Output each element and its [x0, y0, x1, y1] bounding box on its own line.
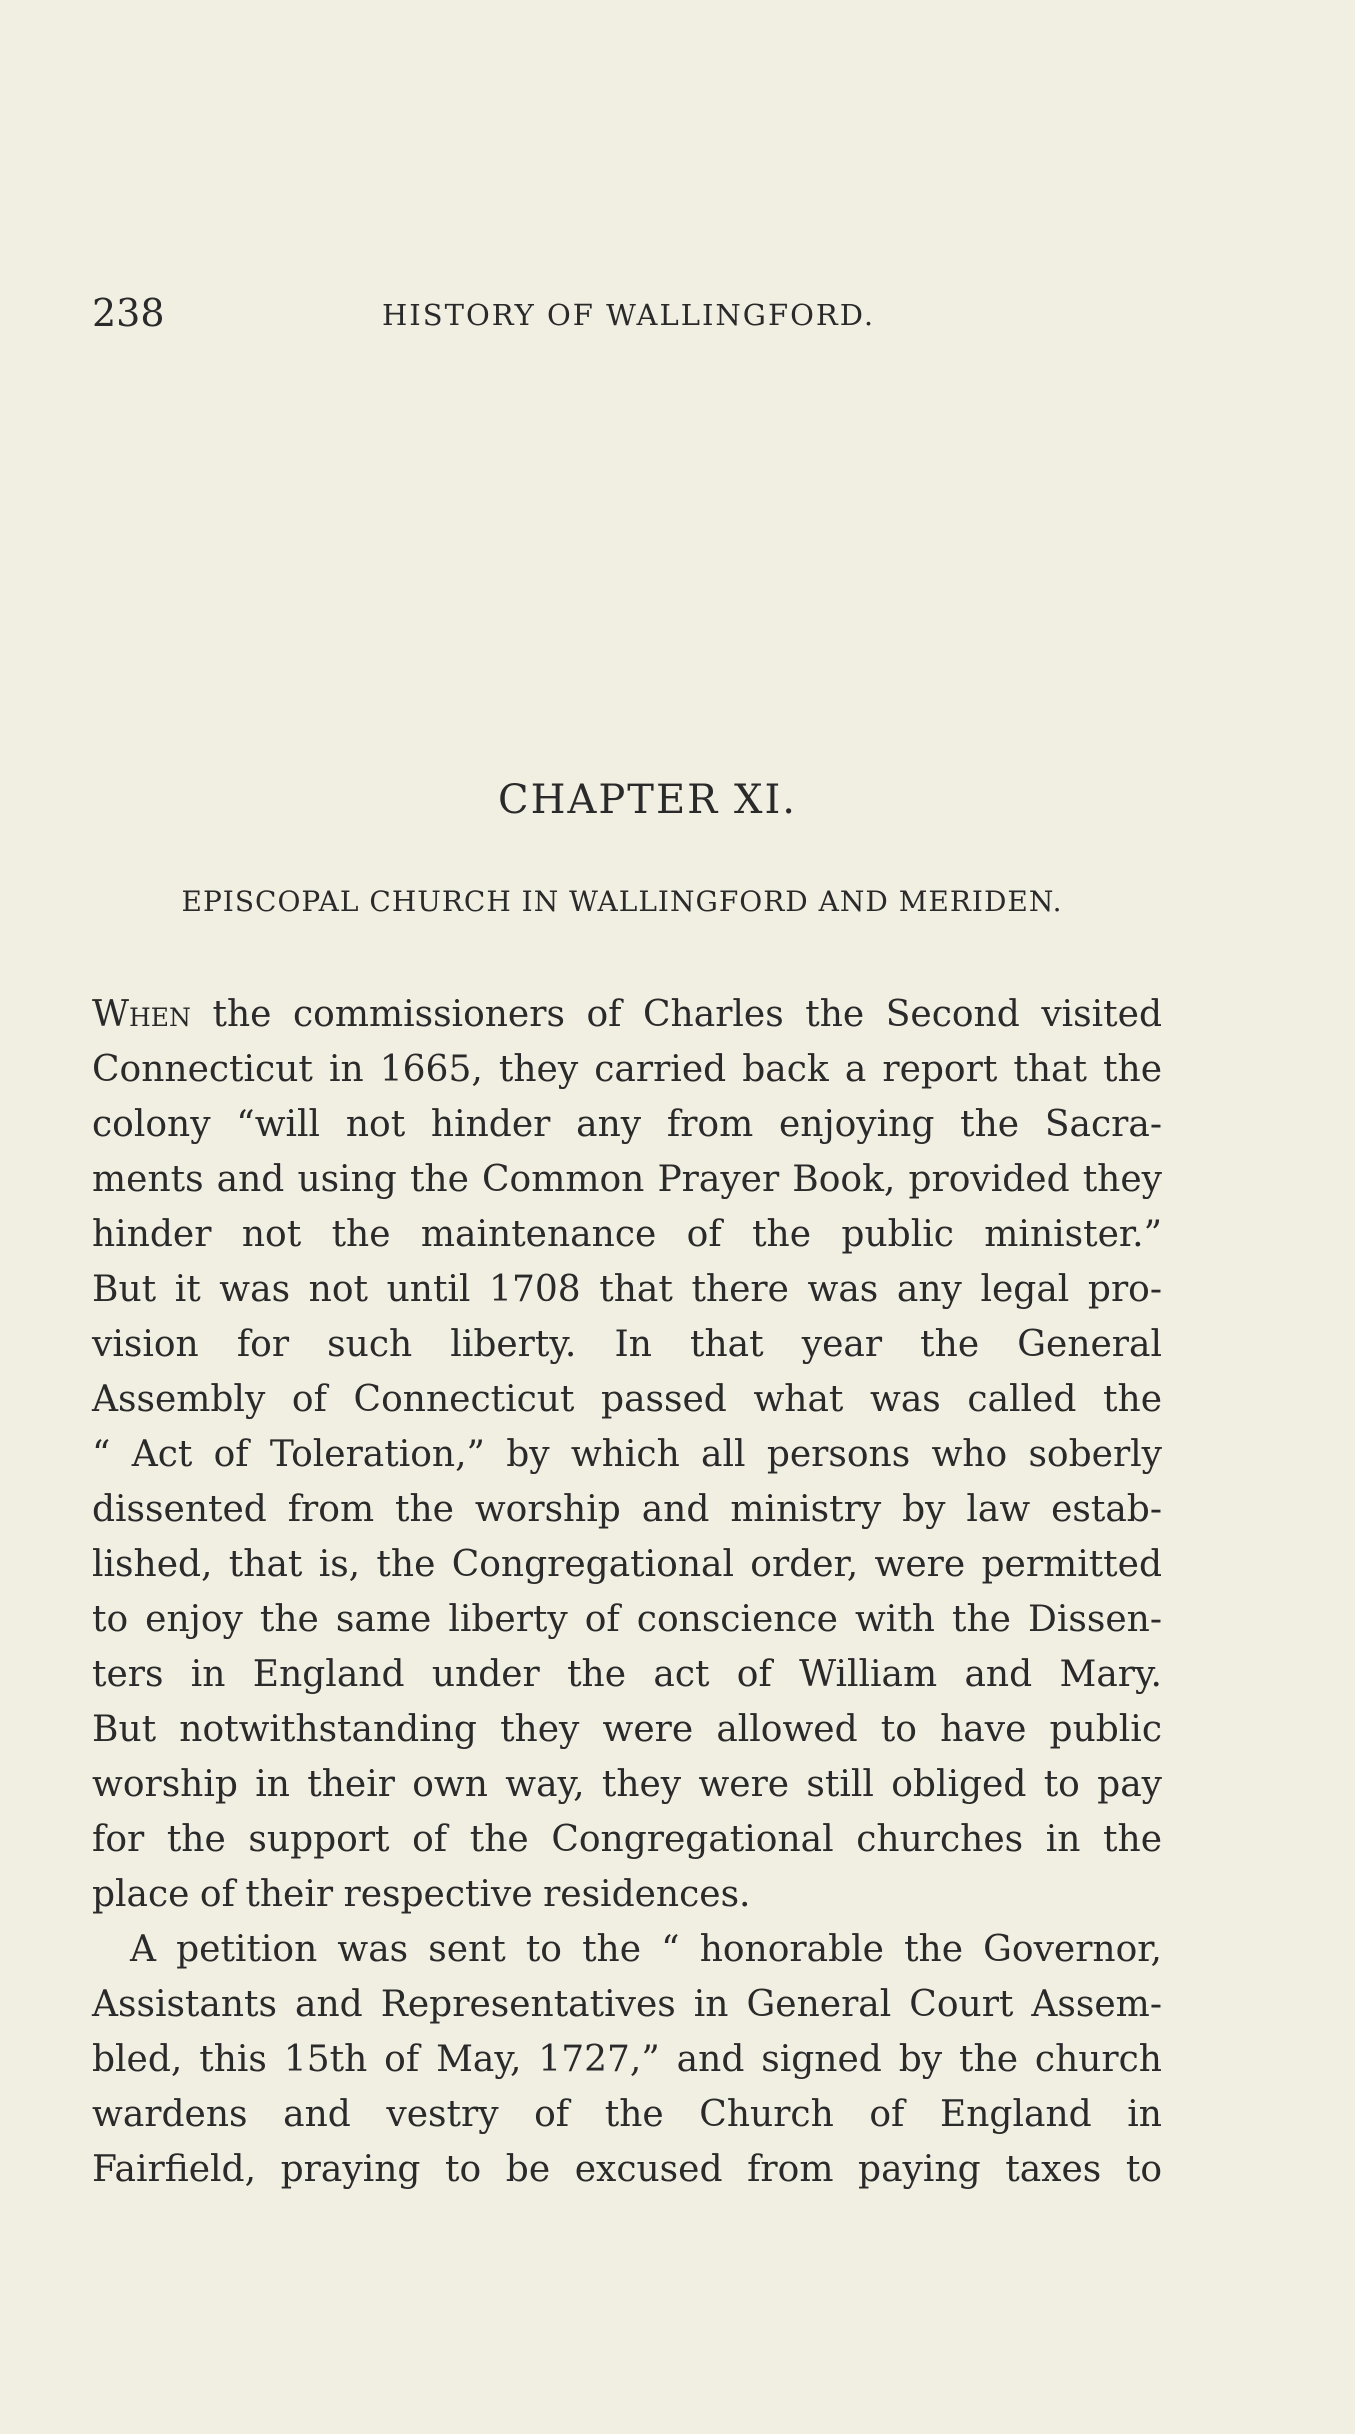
- text-line-21: wardens and vestry of the Church of England in: [92, 2094, 1162, 2135]
- text-line-12: to enjoy the same liberty of conscience with the Dissen-: [92, 1599, 1162, 1640]
- text-line-20: bled, this 15th of May, 1727,” and signed by the church: [92, 2039, 1162, 2080]
- running-head: [92, 288, 1162, 338]
- text-line-1: [92, 987, 1162, 1042]
- text-line-16: for the support of the Congregational churches in the: [92, 1819, 1162, 1860]
- text-line-18: A petition was sent to the “ honorable the Governor,: [130, 1929, 1162, 1970]
- text-line-13: ters in England under the act of William and Mary.: [92, 1654, 1162, 1695]
- text-line-6: But it was not until 1708 that there was any legal pro-: [92, 1269, 1162, 1310]
- lead-word: When: [92, 994, 191, 1035]
- text-line-14: But notwithstanding they were allowed to have public: [92, 1709, 1162, 1750]
- text-line-17: place of their respective residences.: [92, 1874, 751, 1915]
- text-line-22: Fairfield, praying to be excused from paying taxes to: [92, 2149, 1162, 2190]
- text-line-8: Assembly of Connecticut passed what was called the: [92, 1379, 1162, 1420]
- text-line-4: ments and using the Common Prayer Book, provided they: [92, 1159, 1162, 1200]
- chapter-title: CHAPTER XI.: [498, 777, 797, 823]
- text-line-5: hinder not the maintenance of the public minister.”: [92, 1214, 1162, 1255]
- text-line-10: dissented from the worship and ministry by law estab-: [92, 1489, 1162, 1530]
- text-line-11: lished, that is, the Congregational order, were permitted: [92, 1544, 1162, 1585]
- body-text: [92, 987, 1162, 2197]
- text-line-15: worship in their own way, they were still obliged to pay: [92, 1764, 1162, 1805]
- running-title: HISTORY OF WALLINGFORD.: [382, 298, 876, 332]
- text-line-19: Assistants and Representatives in General Court Assem-: [92, 1984, 1162, 2025]
- text-line-9: “ Act of Toleration,” by which all persons who soberly: [92, 1434, 1162, 1475]
- chapter-subtitle: EPISCOPAL CHURCH IN WALLINGFORD AND MERIDEN.: [181, 885, 1063, 918]
- line-text: the commissioners of Charles the Second visited: [190, 994, 1162, 1035]
- text-line-2: Connecticut in 1665, they carried back a report that the: [92, 1049, 1162, 1090]
- page-number: 238: [92, 291, 165, 335]
- text-line-3: colony “will not hinder any from enjoying the Sacra-: [92, 1104, 1162, 1145]
- text-line-7: vision for such liberty. In that year the General: [92, 1324, 1162, 1365]
